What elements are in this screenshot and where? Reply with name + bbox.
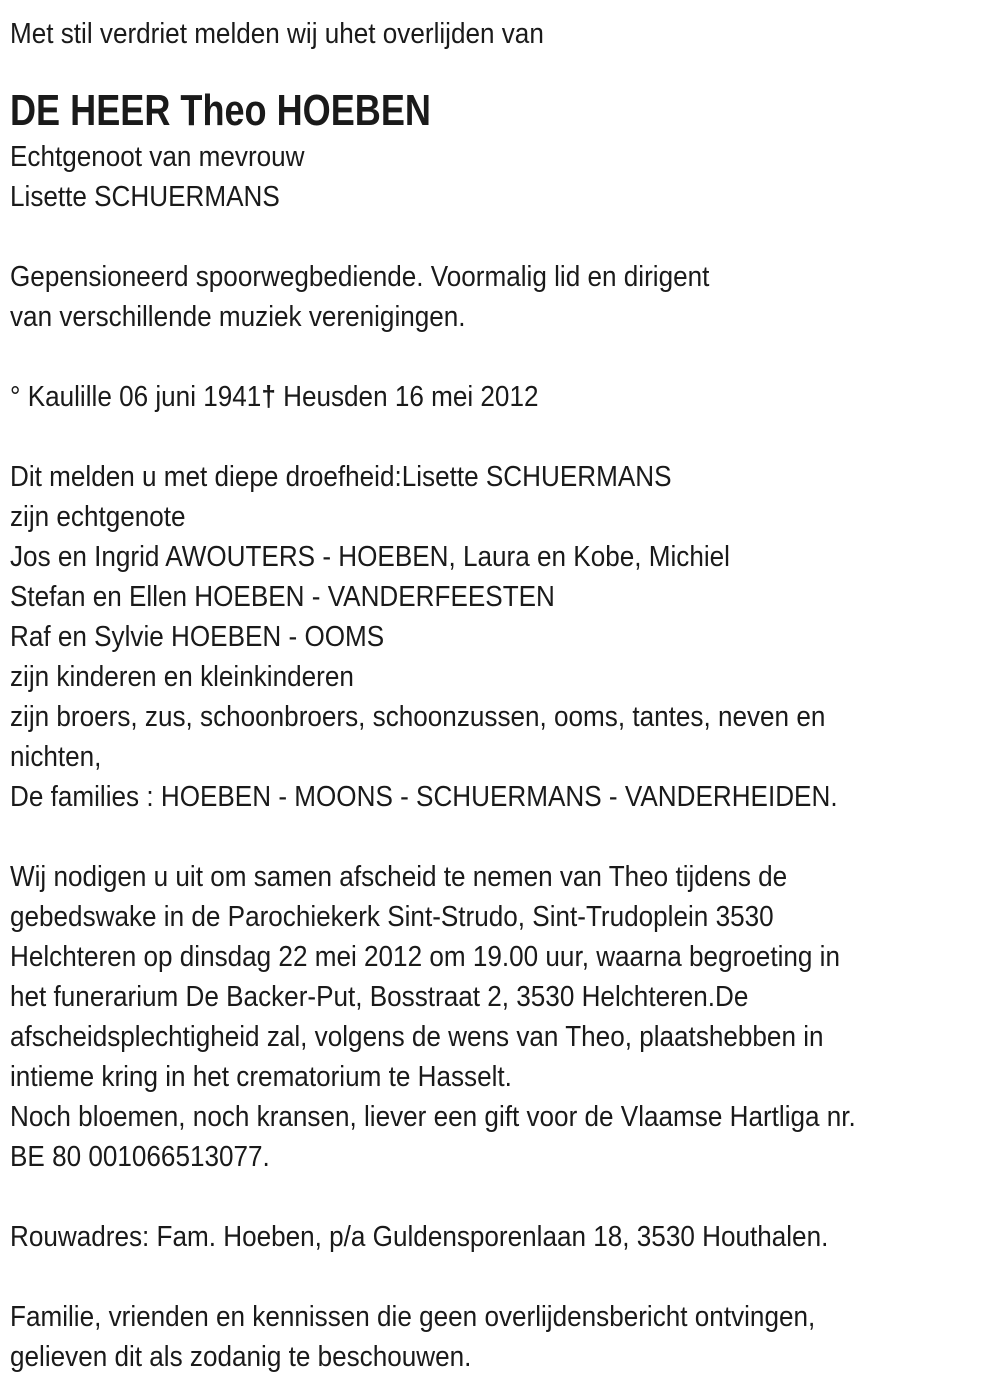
ceremony-paragraph [10,857,1000,1177]
family-line: Jos en Ingrid AWOUTERS - HOEBEN, Laura en Kobe, Michiel [10,541,730,573]
donation-line: Noch bloemen, noch kransen, liever een gift voor de Vlaamse Hartliga nr. [10,1101,856,1133]
relation-line: Echtgenoot van mevrouw [10,141,305,173]
family-line: Raf en Sylvie HOEBEN - OOMS [10,621,385,653]
bio-paragraph [10,257,1000,337]
family-line: Stefan en Ellen HOEBEN - VANDERFEESTEN [10,581,555,613]
death-date: Heusden 16 mei 2012 [275,381,539,413]
family-line: De families : HOEBEN - MOONS - SCHUERMANS - VANDERHEIDEN. [10,781,838,813]
deceased-name-title: DE HEER Theo HOEBEN [10,86,431,135]
ceremony-line: gebedswake in de Parochiekerk Sint-Strudo, Sint-Trudoplein 3530 [10,901,774,933]
ceremony-line: Wij nodigen u uit om samen afscheid te nemen van Theo tijdens de [10,861,788,893]
spouse-name: Lisette SCHUERMANS [10,181,280,213]
ceremony-line: het funerarium De Backer-Put, Bosstraat 2, 3530 Helchteren.De [10,981,749,1013]
family-line: zijn broers, zus, schoonbroers, schoonzussen, ooms, tantes, neven en [10,701,826,733]
ceremony-line: Helchteren op dinsdag 22 mei 2012 om 19.00 uur, waarna begroeting in [10,941,840,973]
family-line: nichten, [10,741,102,773]
family-line: zijn echtgenote [10,501,186,533]
intro-line: Met stil verdriet melden wij uhet overlijden van [10,18,544,50]
mourning-address-paragraph [10,1217,1000,1257]
dagger-icon: † [261,381,276,413]
closing-line: gelieven dit als zodanig te beschouwen. [10,1341,472,1373]
bio-line: Gepensioneerd spoorwegbediende. Voormalig lid en dirigent [10,261,710,293]
mourning-address-line: Rouwadres: Fam. Hoeben, p/a Guldensporenlaan 18, 3530 Houthalen. [10,1221,829,1253]
ceremony-line: afscheidsplechtigheid zal, volgens de wens van Theo, plaatshebben in [10,1021,824,1053]
dates-paragraph [10,377,1000,417]
closing-paragraph [10,1297,1000,1377]
closing-line: Familie, vrienden en kennissen die geen overlijdensbericht ontvingen, [10,1301,816,1333]
birth-date: ° Kaulille 06 juni 1941 [10,381,262,413]
ceremony-line: intieme kring in het crematorium te Hasselt. [10,1061,512,1093]
bio-line: van verschillende muziek verenigingen. [10,301,466,333]
donation-account-line: BE 80 001066513077. [10,1141,270,1173]
family-line: zijn kinderen en kleinkinderen [10,661,354,693]
family-paragraph [10,457,1000,817]
family-line: Dit melden u met diepe droefheid:Lisette SCHUERMANS [10,461,672,493]
birth-death-line [10,377,901,417]
